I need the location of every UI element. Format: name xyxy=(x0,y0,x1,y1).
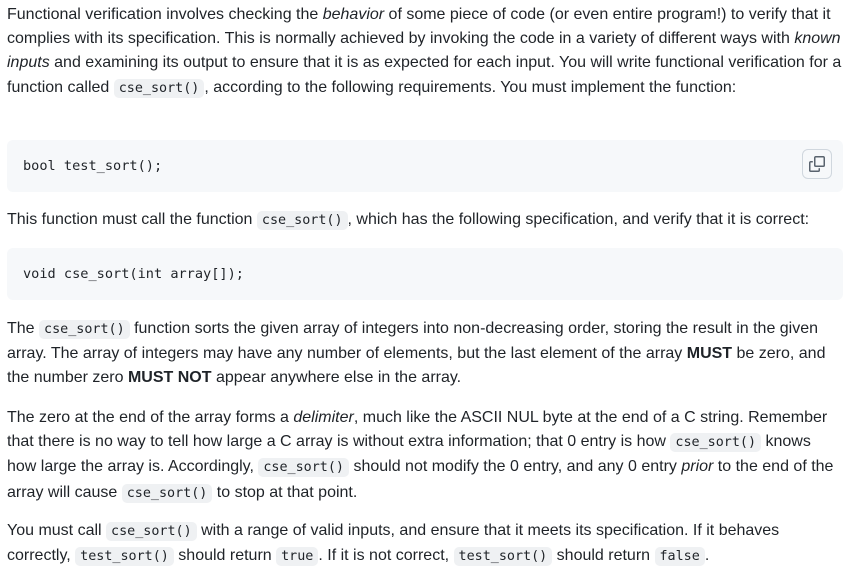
copy-icon xyxy=(809,156,825,172)
bold-must: MUST xyxy=(686,345,733,363)
intro-paragraph: Functional verification involves checking the behavior of some piece of code (or even entire program!) to verify that it complies with its specification. This is normally achieved by invoking the code in a variety of different ways with known inputs and examining its output to ensure that it is as expected for each input. You will write functional verification for a function called cse_sort() , according to the following requirements. You must implement the function: xyxy=(7,6,842,96)
inline-code-cse-sort: cse_sort() xyxy=(670,433,761,452)
inline-code-false: false xyxy=(655,547,705,566)
spec-paragraph: The cse_sort() function sorts the given array of integers into non-decreasing order, storing the result in the given array. The array of integers may have any number of elements, but the last element of the array MUST be zero, and the number zero MUST NOT appear anywhere else in the array. xyxy=(7,320,826,387)
emphasis-behavior: behavior xyxy=(322,6,385,23)
code-block-cse-sort xyxy=(7,248,843,300)
code-block-test-sort xyxy=(7,140,843,192)
inline-code-cse-sort: cse_sort() xyxy=(122,484,213,503)
inline-code-cse-sort: cse_sort() xyxy=(106,522,197,541)
inline-code-true: true xyxy=(276,547,318,566)
inline-code-test-sort: test_sort() xyxy=(75,547,174,566)
emphasis-prior: prior xyxy=(681,458,714,476)
emphasis-delimiter: delimiter xyxy=(293,409,354,426)
call-paragraph: This function must call the function cse_sort() , which has the following specification, and verify that it is correct: xyxy=(7,211,810,228)
copy-button[interactable] xyxy=(802,149,832,179)
code-text: bool test_sort(); xyxy=(23,158,163,174)
requirements-paragraph: You must call cse_sort() with a range of valid inputs, and ensure that it meets its specification. If it behaves correctly, test_sort() should return true . If it is not correct, test_sort() should return false . xyxy=(7,522,780,565)
emphasis-known-inputs: known inputs xyxy=(7,30,841,72)
delimiter-paragraph: The zero at the end of the array forms a delimiter, much like the ASCII NUL byte at the end of a C string. Remember that there is no way to tell how large a C array is without extra information; that 0 entry is how cse_sort() knows how large the array is. Accordingly, cse_sort() should not modify the 0 entry, and any 0 entry prior to the end of the array will cause cse_sort() to stop at that point. xyxy=(7,409,834,501)
inline-code-cse-sort: cse_sort() xyxy=(114,79,205,98)
bold-must-not: MUST NOT xyxy=(127,369,212,387)
code-text: void cse_sort(int array[]); xyxy=(23,266,244,282)
inline-code-cse-sort: cse_sort() xyxy=(257,211,348,230)
inline-code-cse-sort: cse_sort() xyxy=(39,320,130,339)
inline-code-test-sort: test_sort() xyxy=(454,547,553,566)
inline-code-cse-sort: cse_sort() xyxy=(258,458,349,477)
